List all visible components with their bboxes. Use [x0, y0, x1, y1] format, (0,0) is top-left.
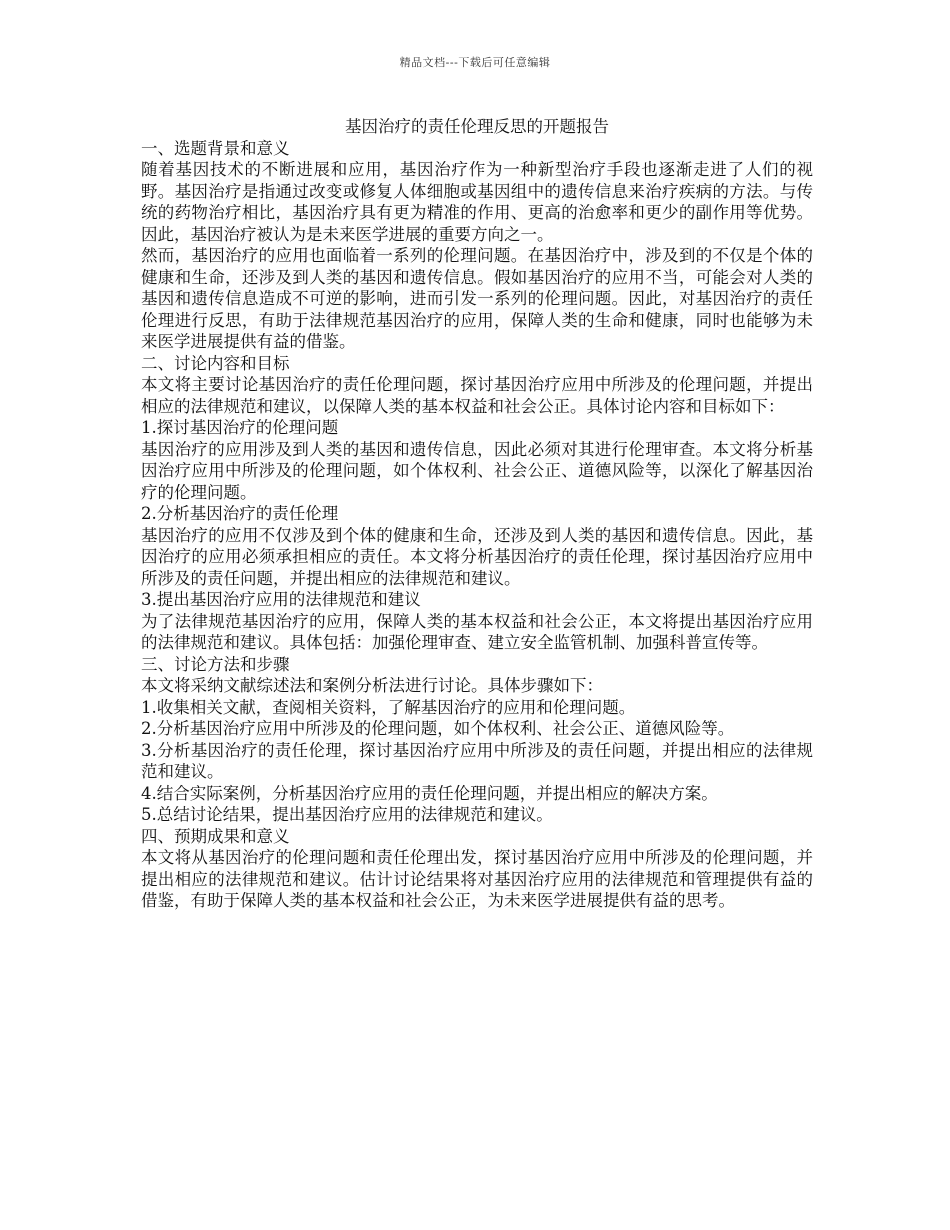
method-step: 5.总结讨论结果，提出基因治疗应用的法律规范和建议。 — [141, 805, 553, 824]
paragraph-background-1: 随着基因技术的不断进展和应用，基因治疗作为一种新型治疗手段也逐渐走进了人们的视野。基因治疗是指通过改变或修复人体细胞或基因组中的遗传信息来治疗疾病的方法。与传统的药物治疗相比，基因治疗具有更为精准的作用、更高的治愈率和更少的副作用等优势。因此，基因治疗被认为是未来医学进展的重要方向之一。 — [141, 160, 813, 244]
section-heading-content-goals: 二、讨论内容和目标 — [141, 353, 290, 373]
subheading-ethics-issues: 1.探讨基因治疗的伦理问题 — [141, 418, 339, 437]
method-step: 3.分析基因治疗的责任伦理，探讨基因治疗应用中所涉及的责任问题，并提出相应的法律规范和建议。 — [141, 740, 813, 781]
page-header-watermark: 精品文档---下载后可任意编辑 — [399, 56, 551, 69]
method-step: 4.结合实际案例，分析基因治疗应用的责任伦理问题，并提出相应的解决方案。 — [141, 783, 718, 803]
subheading-legal-norms: 3.提出基因治疗应用的法律规范和建议 — [141, 590, 421, 609]
method-step: 1.收集相关文献，查阅相关资料，了解基因治疗的应用和伦理问题。 — [141, 697, 636, 717]
subheading-responsibility-ethics: 2.分析基因治疗的责任伦理 — [141, 504, 339, 523]
section-heading-background: 一、选题背景和意义 — [141, 138, 290, 158]
paragraph-legal-norms: 为了法律规范基因治疗的应用，保障人类的基本权益和社会公正，本文将提出基因治疗应用的法律规范和建议。具体包括：加强伦理审查、建立安全监管机制、加强科普宣传等。 — [141, 611, 813, 652]
paragraph-methods-intro: 本文将采纳文献综述法和案例分析法进行讨论。具体步骤如下： — [141, 676, 603, 695]
paragraph-expected-results: 本文将从基因治疗的伦理问题和责任伦理出发，探讨基因治疗应用中所涉及的伦理问题，并提出相应的法律规范和建议。估计讨论结果将对基因治疗应用的法律规范和管理提供有益的借鉴，有助于保障人类的基本权益和社会公正，为未来医学进展提供有益的思考。 — [141, 848, 813, 910]
paragraph-ethics-issues: 基因治疗的应用涉及到人类的基因和遗传信息，因此必须对其进行伦理审查。本文将分析基因治疗应用中所涉及的伦理问题，如个体权利、社会公正、道德风险等，以深化了解基因治疗的伦理问题。 — [141, 439, 813, 502]
section-heading-methods: 三、讨论方法和步骤 — [141, 654, 290, 674]
paragraph-responsibility-ethics: 基因治疗的应用不仅涉及到个体的健康和生命，还涉及到人类的基因和遗传信息。因此，基因治疗的应用必须承担相应的责任。本文将分析基因治疗的责任伦理，探讨基因治疗应用中所涉及的责任问题，并提出相应的法律规范和建议。 — [141, 525, 813, 588]
section-heading-expected-results: 四、预期成果和意义 — [141, 826, 290, 846]
document-title: 基因治疗的责任伦理反思的开题报告 — [345, 117, 609, 136]
paragraph-background-2: 然而，基因治疗的应用也面临着一系列的伦理问题。在基因治疗中，涉及到的不仅是个体的健康和生命，还涉及到人类的基因和遗传信息。假如基因治疗的应用不当，可能会对人类的基因和遗传信息造成不可逆的影响，进而引发一系列的伦理问题。因此，对基因治疗的责任伦理进行反思，有助于法律规范基因治疗的应用，保障人类的生命和健康，同时也能够为未来医学进展提供有益的借鉴。 — [141, 246, 813, 351]
document-body — [141, 116, 813, 912]
paragraph-content-intro: 本文将主要讨论基因治疗的责任伦理问题，探讨基因治疗应用中所涉及的伦理问题，并提出相应的法律规范和建议，以保障人类的基本权益和社会公正。具体讨论内容和目标如下： — [141, 375, 813, 416]
method-step: 2.分析基因治疗应用中所涉及的伦理问题，如个体权利、社会公正、道德风险等。 — [141, 719, 735, 738]
